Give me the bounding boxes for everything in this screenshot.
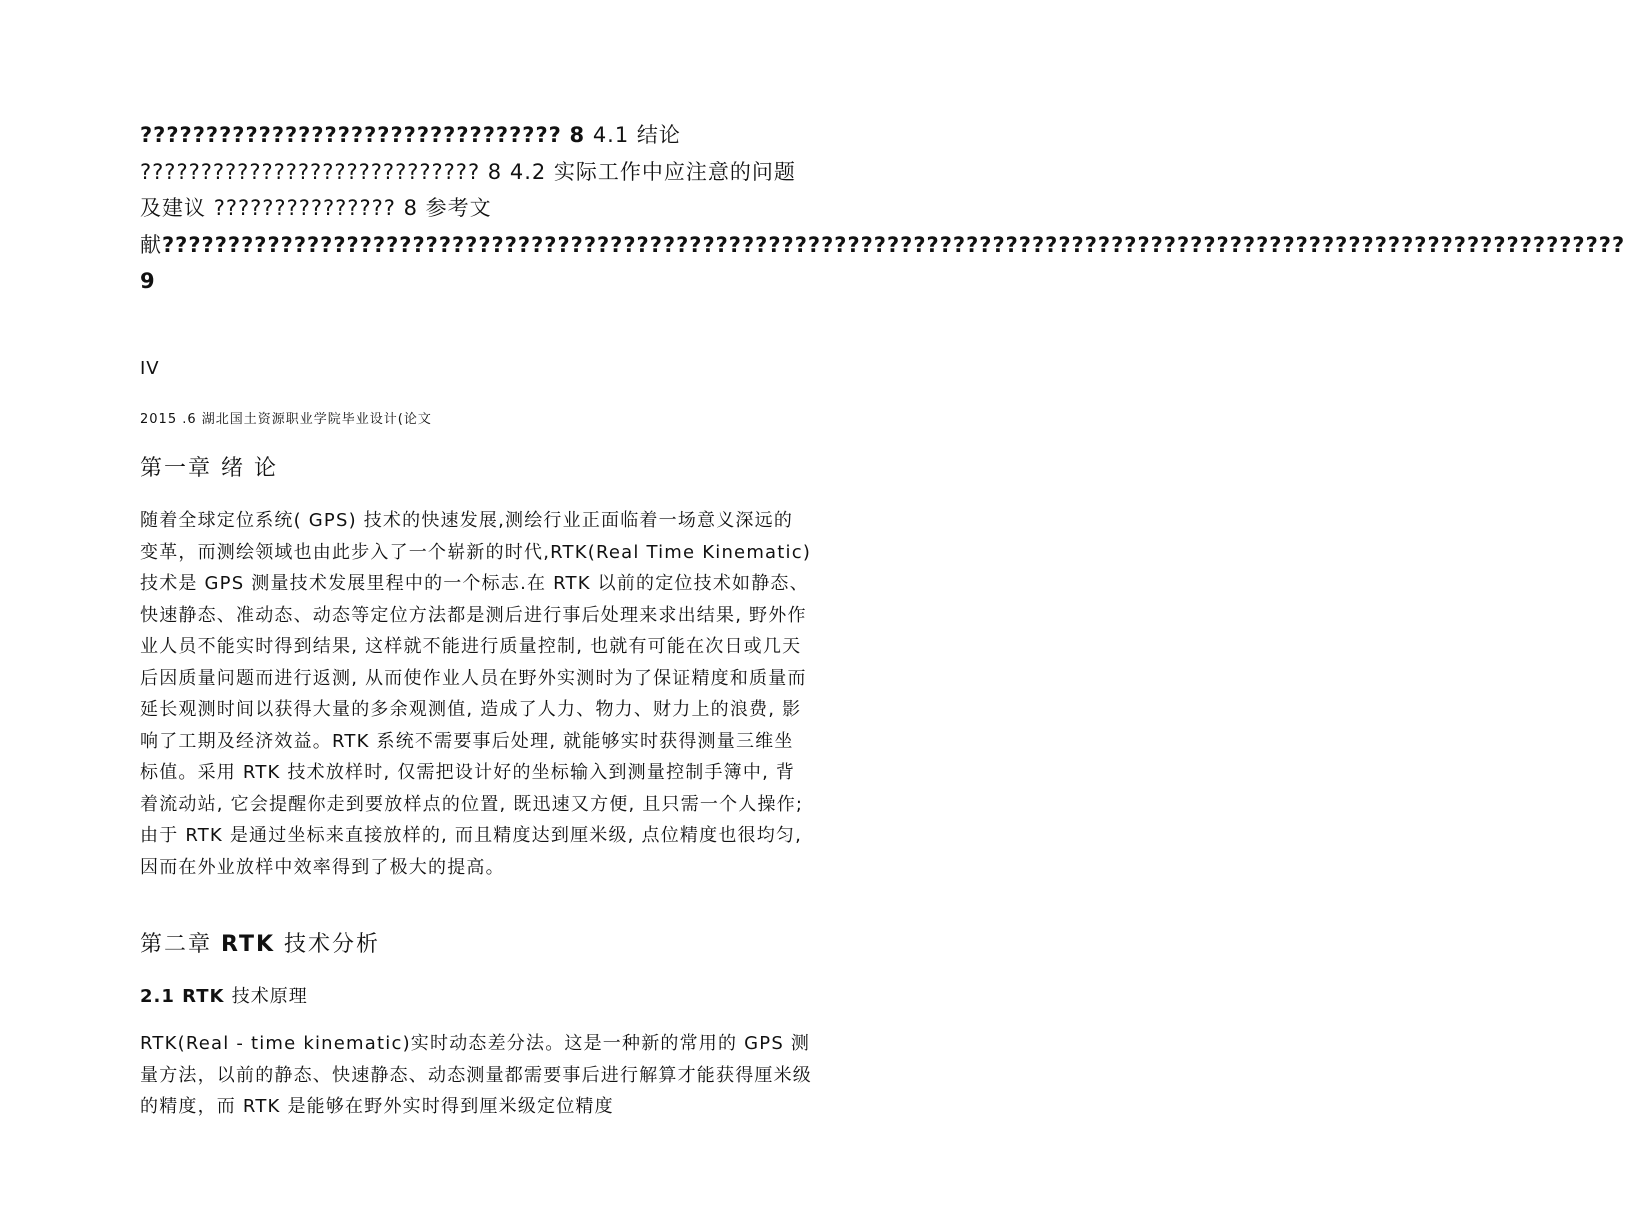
table-of-contents — [140, 117, 1625, 300]
section-rtk: RTK — [182, 986, 225, 1007]
toc-leader: ??????????????? — [213, 196, 396, 220]
toc-entry: 4.1 结论 — [592, 123, 681, 147]
section-number: 2.1 — [140, 986, 175, 1007]
toc-leader: ???????????????????????????????? — [140, 123, 562, 147]
toc-entry: 参考文献 — [140, 196, 492, 257]
page-number: IV — [140, 358, 160, 379]
chapter-2-rtk: RTK — [221, 932, 276, 957]
chapter-2-prefix: 第二章 — [140, 932, 213, 957]
chapter-2-title — [140, 927, 380, 958]
toc-page-number: 8 — [403, 196, 418, 220]
chapter-1-title: 第一章 绪 论 — [140, 456, 278, 481]
toc-leader: ???????????????????????????? — [140, 159, 481, 184]
section-name: 技术原理 — [231, 986, 308, 1007]
toc-page-number: 8 — [569, 123, 586, 147]
running-header: 2015 .6 湖北国土资源职业学院毕业设计(论文 — [140, 412, 432, 427]
toc-entry: 4.2 实际工作中应注意的问题及建议 — [140, 159, 796, 220]
chapter-2-suffix: 技术分析 — [284, 932, 381, 957]
chapter-1-body: 随着全球定位系统( GPS) 技术的快速发展,测绘行业正面临着一场意义深远的变革，而测绘领域也由此步入了一个崭新的时代,RTK(Real Time Kinematic) 技术是 GPS 测量技术发展里程中的一个标志.在 RTK 以前的定位技术如静态、快速静态、准动态、动态等定位方法都是测后进行事后处理来求出结果, 野外作业人员不能实时得到结果, 这样就不能进行质量控制, 也就有可能在次日或几天后因质量问题而进行返测, 从而使作业人员在野外实测时为了保证精度和质量而延长观测时间以获得大量的多余观测值, 造成了人力、物力、财力上的浪费, 影响了工期及经济效益。RTK 系统不需要事后处理, 就能够实时获得测量三维坐标值。采用 RTK 技术放样时, 仅需把设计好的坐标输入到测量控制手簿中, 背着流动站, 它会提醒你走到要放样点的位置, 既迅速又方便, 且只需一个人操作; 由于 RTK 是通过坐标来直接放样的, 而且精度达到厘米级, 点位精度也很均匀, 因而在外业放样中效率得到了极大的提高。 — [140, 510, 812, 878]
toc-page-number: 9 — [140, 269, 156, 293]
toc-leader: ??????????????????????????????????????????????????????????????????????????????????????????????????????????????? — [162, 232, 1625, 257]
section-2-1-body: RTK(Real - time kinematic)实时动态差分法。这是一种新的常用的 GPS 测量方法，以前的静态、快速静态、动态测量都需要事后进行解算才能获得厘米级的精度，而 RTK 是能够在野外实时得到厘米级定位精度 — [140, 1033, 812, 1117]
toc-page-number: 8 — [487, 159, 503, 184]
section-2-1-title — [140, 982, 308, 1008]
